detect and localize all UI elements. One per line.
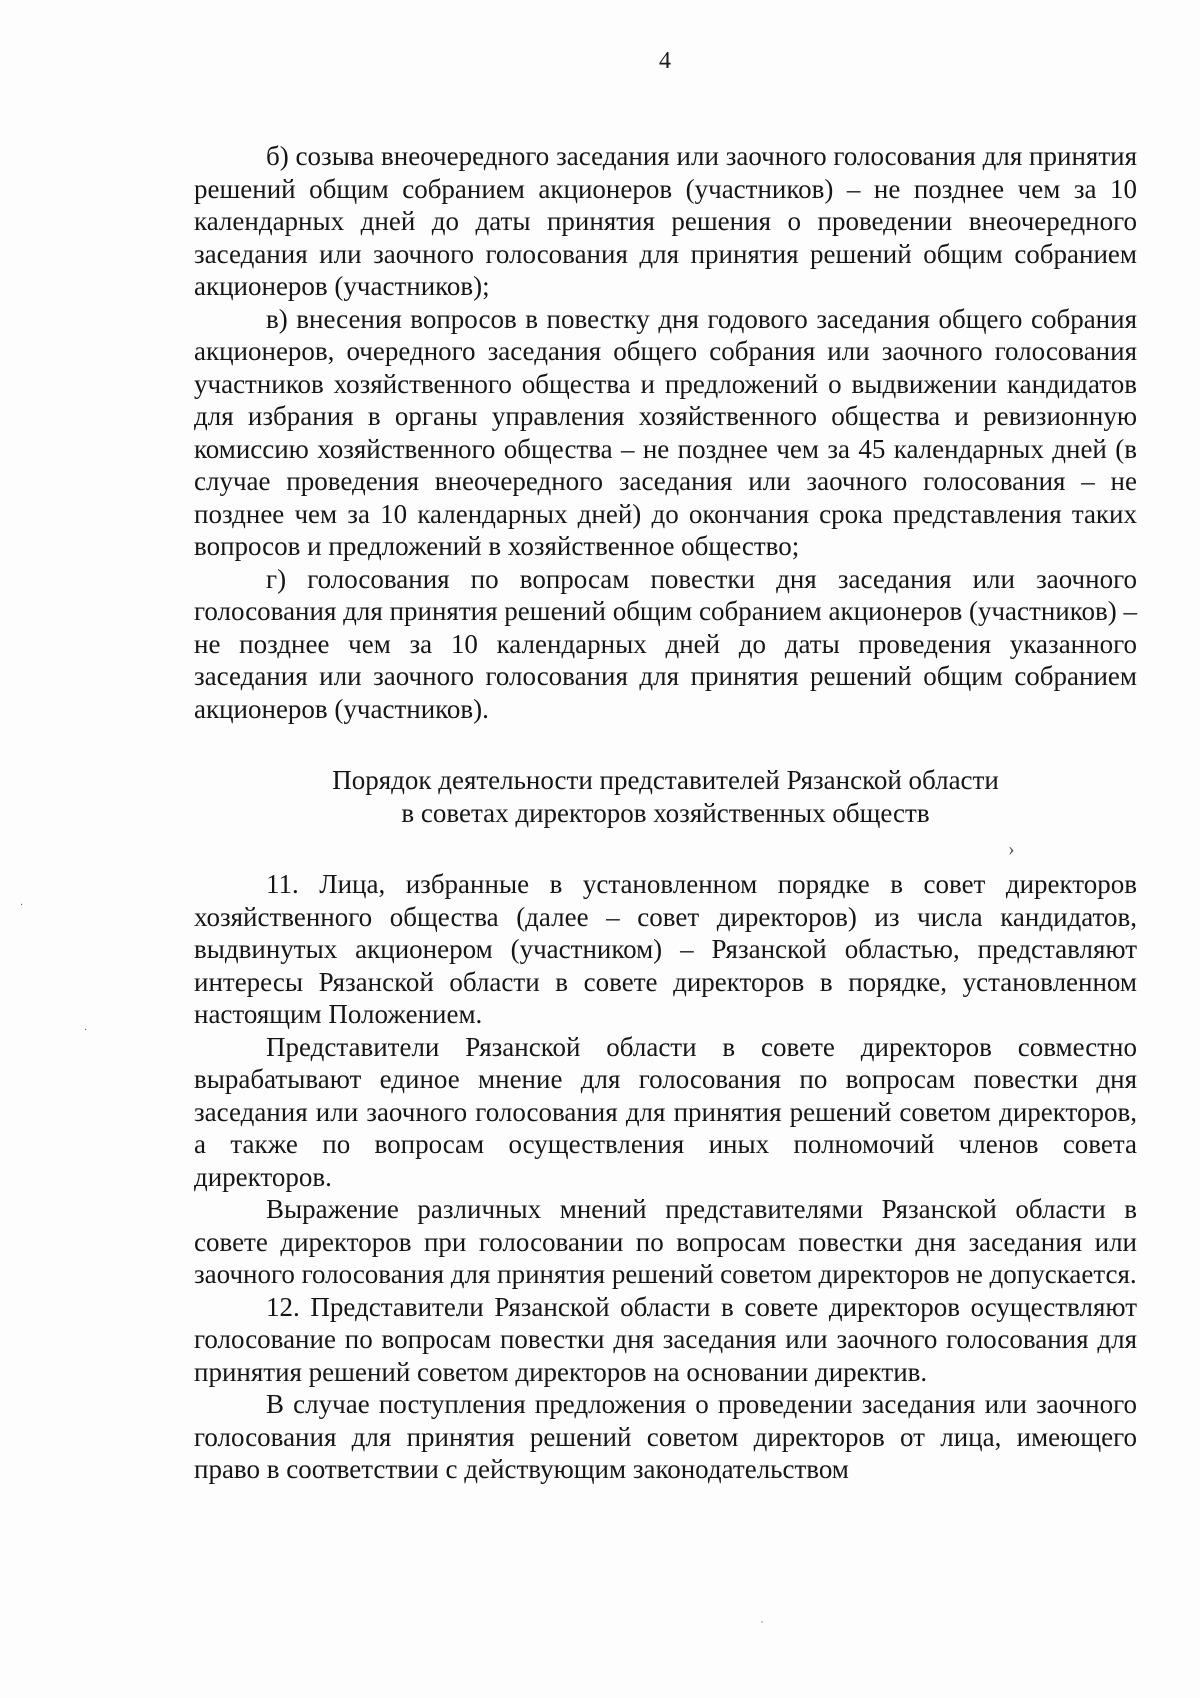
- scan-speck: ›: [1008, 838, 1015, 860]
- scan-speck: ·: [84, 1025, 88, 1036]
- paragraph-11-opinions: Выражение различных мнений представителями Рязанской области в совете директоров при голосовании по вопросам повестки дня заседания или заочного голосования для принятия решений советом директоров не допускается.: [194, 1194, 1137, 1289]
- paragraph-g: г) голосования по вопросам повестки дня заседания или заочного голосования для принятия решений общим собранием акционеров (участников) – не позднее чем за 10 календарных дней до даты проведения указанного заседания или заочного голосования для принятия решений общим собранием акционеров (участников).: [194, 563, 1137, 724]
- paragraph-b: б) созыва внеочередного заседания или заочного голосования для принятия решений общим собранием акционеров (участников) – не позднее чем за 10 календарных дней до даты принятия решения о проведении внеочередного заседания или заочного голосования для принятия решений общим собранием акционеров (участников);: [194, 141, 1137, 301]
- section-heading-line-1: Порядок деятельности представителей Рязанской области: [332, 765, 999, 795]
- paragraph-v: в) внесения вопросов в повестку дня годового заседания общего собрания акционеров, очередного заседания общего собрания или заочного голосования участников хозяйственного общества и предложений о выдвижении кандидатов для избрания в органы управления хозяйственного общества и ревизионную комиссию хозяйственного общества – не позднее чем за 45 календарных дней (в случае проведения внеочередного заседания или заочного голосования – не позднее чем за 10 календарных дней) до окончания срока представления таких вопросов и предложений в хозяйственное общество;: [194, 303, 1137, 561]
- section-heading-line-2: в советах директоров хозяйственных обществ: [401, 797, 930, 828]
- page-number: 4: [659, 48, 671, 74]
- section-heading: [194, 764, 1137, 829]
- document-body: [194, 140, 1137, 1486]
- scan-speck: ˙: [760, 1618, 764, 1632]
- paragraph-12-proposal: В случае поступления предложения о проведении заседания или заочного голосования для принятия решений советом директоров от лица, имеющего право в соответствии с действующим законодательством: [194, 1389, 1137, 1484]
- paragraph-11-representatives: Представители Рязанской области в совете директоров совместно вырабатывают единое мнение для голосования по вопросам повестки дня заседания или заочного голосования для принятия решений советом директоров, а также по вопросам осуществления иных полномочий членов совета директоров.: [194, 1031, 1137, 1192]
- paragraph-11: 11. Лица, избранные в установленном порядке в совет директоров хозяйственного общества (далее – совет директоров) из числа кандидатов, выдвинутых акционером (участником) – Рязанской областью, представляют интересы Рязанской области в совете директоров в порядке, установленном настоящим Положением.: [194, 869, 1137, 1029]
- scan-speck: ·: [20, 900, 24, 911]
- paragraph-12: 12. Представители Рязанской области в совете директоров осуществляют голосование по вопросам повестки дня заседания или заочного голосования для принятия решений советом директоров на основании директив.: [194, 1291, 1137, 1387]
